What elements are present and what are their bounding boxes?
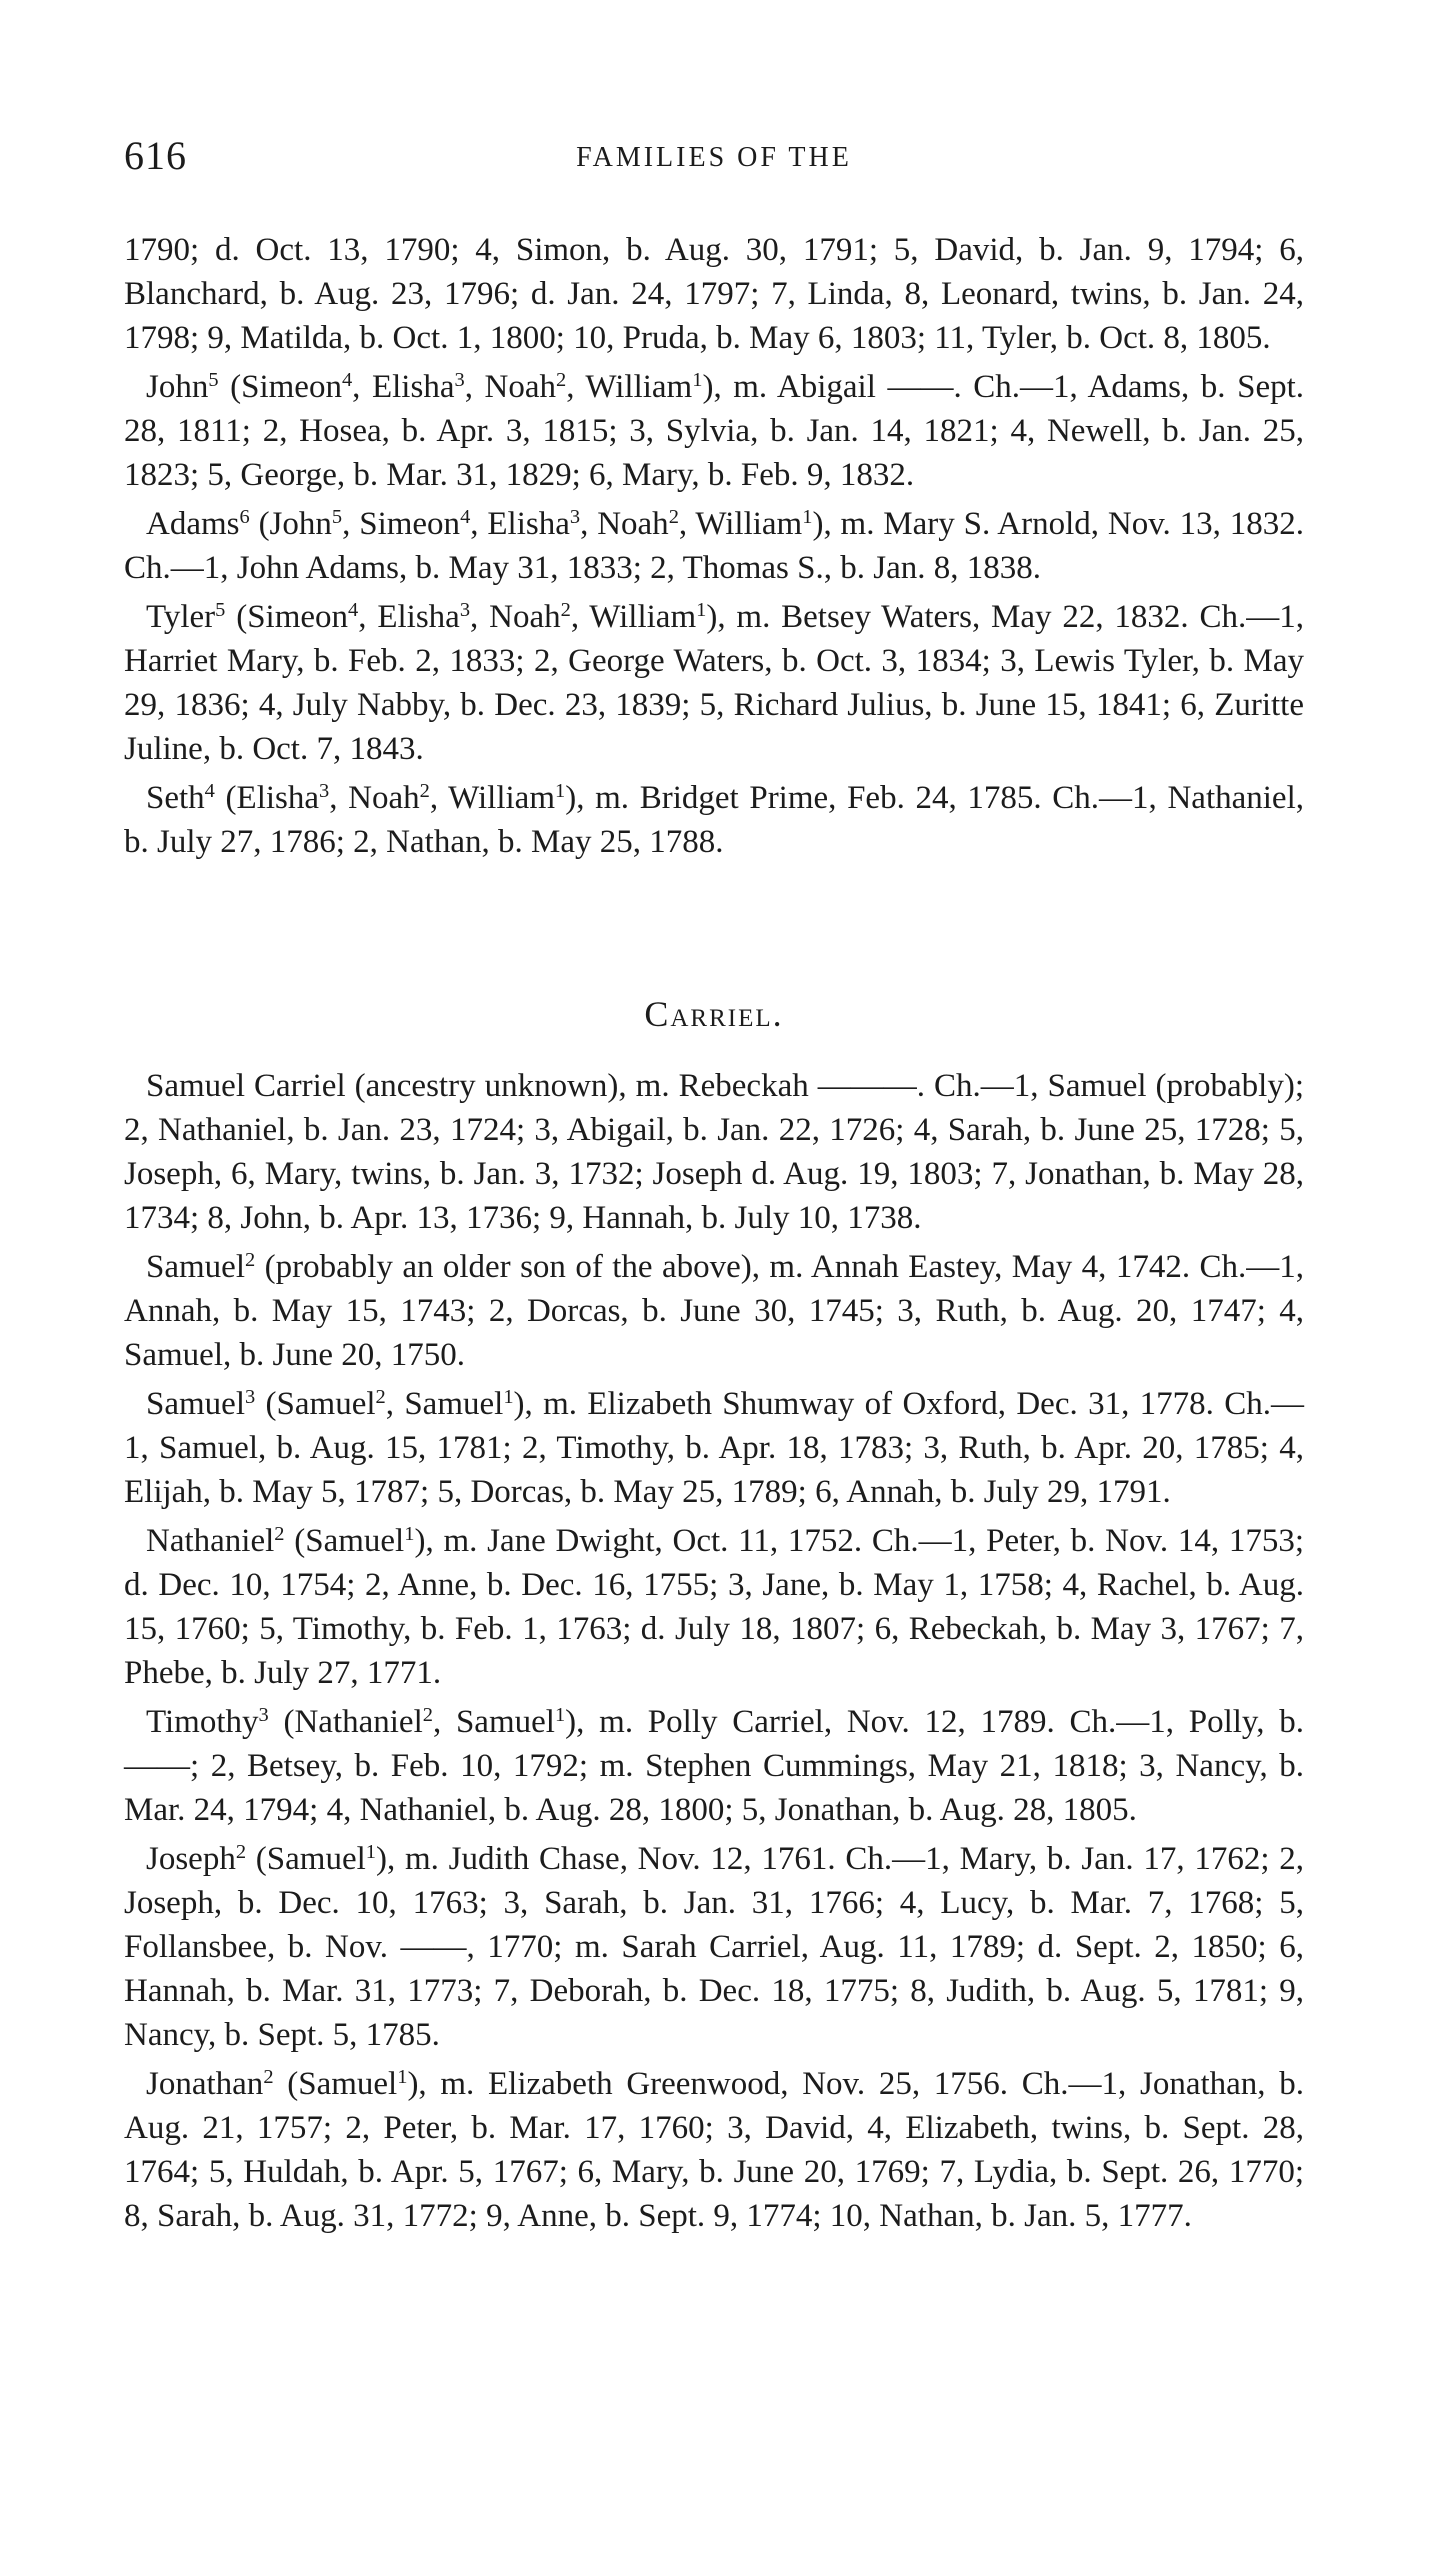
paragraph-samuel-2: Samuel$^2$ (probably an older son of the above), m. Annah Eastey, May 4, 1742. Ch.—1, Annah, b. May 15, 1743; 2, Dorcas, b. June 30, 1745; 3, Ruth, b. Aug. 20, 1747; 4, Samuel, b. June 20, 1750.: [124, 1248, 1304, 1373]
paragraph-adams-6: Adams$^6$ (John$^5$, Simeon$^4$, Elisha$^3$, Noah$^2$, William$^1$), m. Mary S. Arnold, Nov. 13, 1832. Ch.—1, John Adams, b. May 31, 1833; 2, Thomas S., b. Jan. 8, 1838.: [124, 505, 1305, 586]
paragraph-timothy-3: Timothy$^3$ (Nathaniel$^2$, Samuel$^1$), m. Polly Carriel, Nov. 12, 1789. Ch.—1, Polly, b. ——; 2, Betsey, b. Feb. 10, 1792; m. Stephen Cummings, May 21, 1818; 3, Nancy, b. Mar. 24, 1794; 4, Nathaniel, b. Aug. 28, 1800; 5, Jonathan, b. Aug. 28, 1805.: [124, 1703, 1305, 1828]
paragraph-jonathan-2: Jonathan$^2$ (Samuel$^1$), m. Elizabeth Greenwood, Nov. 25, 1756. Ch.—1, Jonathan, b. Aug. 21, 1757; 2, Peter, b. Mar. 17, 1760; 3, David, 4, Elizabeth, twins, b. Sept. 28, 1764; 5, Huldah, b. Apr. 5, 1767; 6, Mary, b. June 20, 1769; 7, Lydia, b. Sept. 26, 1770; 8, Sarah, b. Aug. 31, 1772; 9, Anne, b. Sept. 9, 1774; 10, Nathan, b. Jan. 5, 1777.: [124, 2065, 1304, 2234]
paragraph-john-5: John$^5$ (Simeon$^4$, Elisha$^3$, Noah$^2$, William$^1$), m. Abigail ——. Ch.—1, Adams, b. Sept. 28, 1811; 2, Hosea, b. Apr. 3, 1815; 3, Sylvia, b. Jan. 14, 1821; 4, Newell, b. Jan. 25, 1823; 5, George, b. Mar. 31, 1829; 6, Mary, b. Feb. 9, 1832.: [124, 368, 1305, 493]
paragraph-simeon-children-cont: 1790; d. Oct. 13, 1790; 4, Simon, b. Aug. 30, 1791; 5, David, b. Jan. 9, 1794; 6, Blanchard, b. Aug. 23, 1796; d. Jan. 24, 1797; 7, Linda, 8, Leonard, twins, b. Jan. 24, 1798; 9, Matilda, b. Oct. 1, 1800; 10, Pruda, b. May 6, 1803; 11, Tyler, b. Oct. 8, 1805.: [124, 232, 1304, 356]
paragraph-nathaniel-2: Nathaniel$^2$ (Samuel$^1$), m. Jane Dwight, Oct. 11, 1752. Ch.—1, Peter, b. Nov. 14, 1753; d. Dec. 10, 1754; 2, Anne, b. Dec. 16, 1755; 3, Jane, b. May 1, 1758; 4, Rachel, b. Aug. 15, 1760; 5, Timothy, b. Feb. 1, 1763; d. July 18, 1807; 6, Rebeckah, b. May 3, 1767; 7, Phebe, b. July 27, 1771.: [124, 1522, 1304, 1691]
page-number: 616: [124, 133, 187, 178]
text-block-carriel: [124, 1064, 1304, 2243]
paragraph-tyler-5: Tyler$^5$ (Simeon$^4$, Elisha$^3$, Noah$^2$, William$^1$), m. Betsey Waters, May 22, 1832. Ch.—1, Harriet Mary, b. Feb. 2, 1833; 2, George Waters, b. Oct. 3, 1834; 3, Lewis Tyler, b. May 29, 1836; 4, July Nabby, b. Dec. 23, 1839; 5, Richard Julius, b. June 15, 1841; 6, Zuritte Juline, b. Oct. 7, 1843.: [124, 598, 1305, 767]
section-heading-carriel: Carriel.: [644, 994, 784, 1034]
text-block-top: [124, 228, 1304, 869]
running-head: FAMILIES OF THE: [576, 142, 852, 173]
paragraph-joseph-2: Joseph$^2$ (Samuel$^1$), m. Judith Chase, Nov. 12, 1761. Ch.—1, Mary, b. Jan. 17, 1762; 2, Joseph, b. Dec. 10, 1763; 3, Sarah, b. Jan. 31, 1766; 4, Lucy, b. Mar. 7, 1768; 5, Follansbee, b. Nov. ——, 1770; m. Sarah Carriel, Aug. 11, 1789; d. Sept. 2, 1850; 6, Hannah, b. Mar. 31, 1773; 7, Deborah, b. Dec. 18, 1775; 8, Judith, b. Aug. 5, 1781; 9, Nancy, b. Sept. 5, 1785.: [124, 1840, 1304, 2053]
paragraph-samuel-carriel: Samuel Carriel (ancestry unknown), m. Rebeckah ———. Ch.—1, Samuel (probably); 2, Nathaniel, b. Jan. 23, 1724; 3, Abigail, b. Jan. 22, 1726; 4, Sarah, b. June 25, 1728; 5, Joseph, 6, Mary, twins, b. Jan. 3, 1732; Joseph d. Aug. 19, 1803; 7, Jonathan, b. May 28, 1734; 8, John, b. Apr. 13, 1736; 9, Hannah, b. July 10, 1738.: [124, 1068, 1304, 1236]
page-header: [124, 132, 1304, 182]
paragraph-seth-4: Seth$^4$ (Elisha$^3$, Noah$^2$, William$^1$), m. Bridget Prime, Feb. 24, 1785. Ch.—1, Nathaniel, b. July 27, 1786; 2, Nathan, b. May 25, 1788.: [124, 779, 1304, 860]
paragraph-samuel-3: Samuel$^3$ (Samuel$^2$, Samuel$^1$), m. Elizabeth Shumway of Oxford, Dec. 31, 1778. Ch.—1, Samuel, b. Aug. 15, 1781; 2, Timothy, b. Apr. 18, 1783; 3, Ruth, b. Apr. 20, 1785; 4, Elijah, b. May 5, 1787; 5, Dorcas, b. May 25, 1789; 6, Annah, b. July 29, 1791.: [124, 1385, 1304, 1510]
